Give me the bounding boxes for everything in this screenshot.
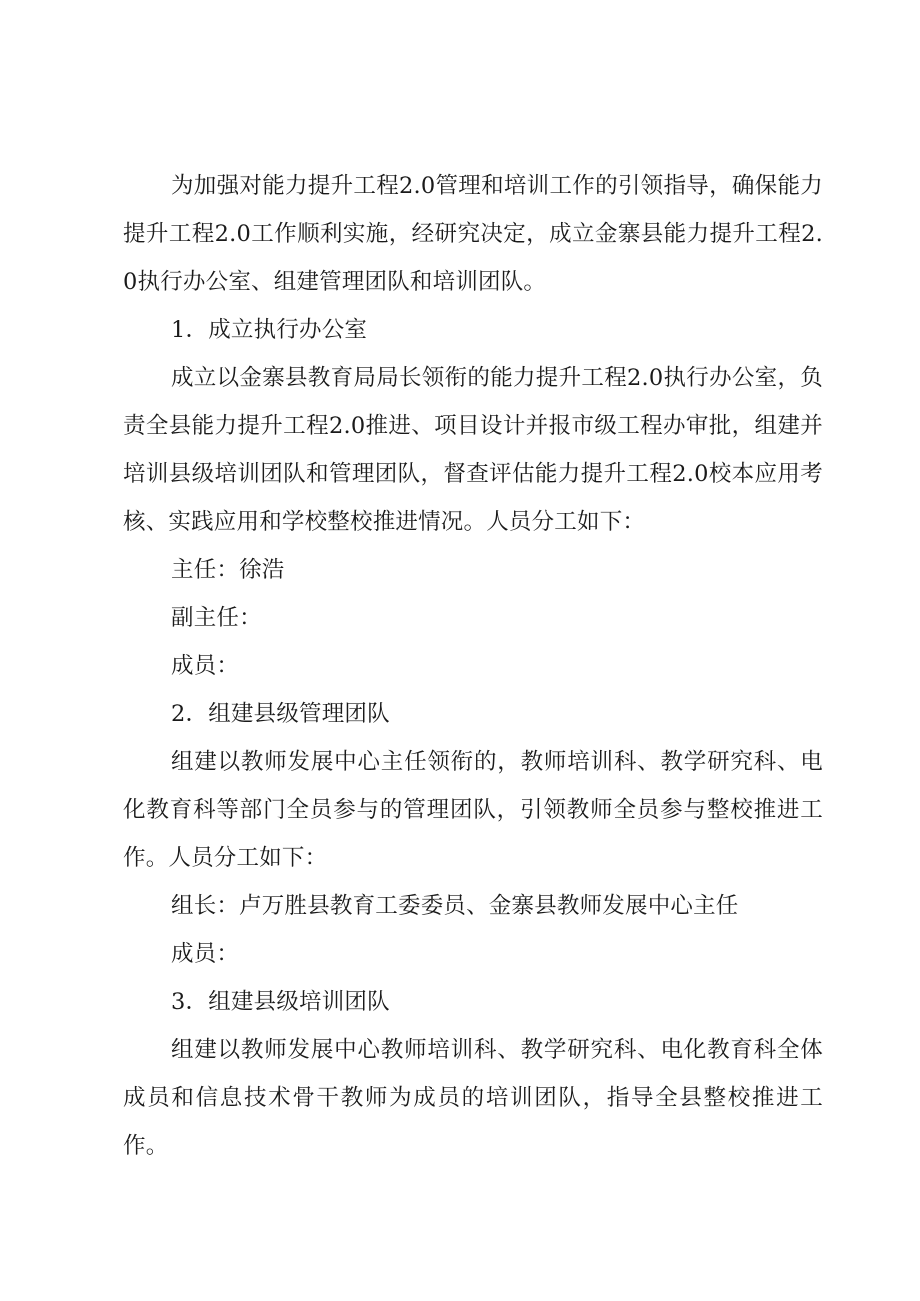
section-1-body: 成立以金寨县教育局局长领衔的能力提升工程2.0执行办公室，负责全县能力提升工程2.0推进、项目设计并报市级工程办审批，组建并培训县级培训团队和管理团队，督查评估能力提升工程2.0校本应用考核、实践应用和学校整校推进情况。人员分工如下： <box>123 365 823 535</box>
section-2-member-leader: 组长：卢万胜县教育工委委员、金寨县教师发展中心主任 <box>171 893 739 919</box>
intro-paragraph: 为加强对能力提升工程2.0管理和培训工作的引领指导，确保能力提升工程2.0工作顺利实施，经研究决定，成立金寨县能力提升工程2.0执行办公室、组建管理团队和培训团队。 <box>123 173 823 295</box>
section-1-member-members: 成员： <box>171 653 240 679</box>
section-2-body: 组建以教师发展中心主任领衔的，教师培训科、教学研究科、电化教育科等部门全员参与的管理团队，引领教师全员参与整校推进工作。人员分工如下： <box>123 749 823 871</box>
section-2-heading: 2．组建县级管理团队 <box>171 701 390 727</box>
section-1-heading: 1．成立执行办公室 <box>171 317 368 343</box>
section-3-heading: 3．组建县级培训团队 <box>171 989 390 1015</box>
section-2-member-members: 成员： <box>171 941 240 967</box>
document-body <box>123 162 823 1170</box>
section-1-member-director: 主任：徐浩 <box>171 557 285 583</box>
section-1-member-deputy: 副主任： <box>171 605 262 631</box>
section-3-body: 组建以教师发展中心教师培训科、教学研究科、电化教育科全体成员和信息技术骨干教师为成员的培训团队，指导全县整校推进工作。 <box>123 1037 823 1159</box>
